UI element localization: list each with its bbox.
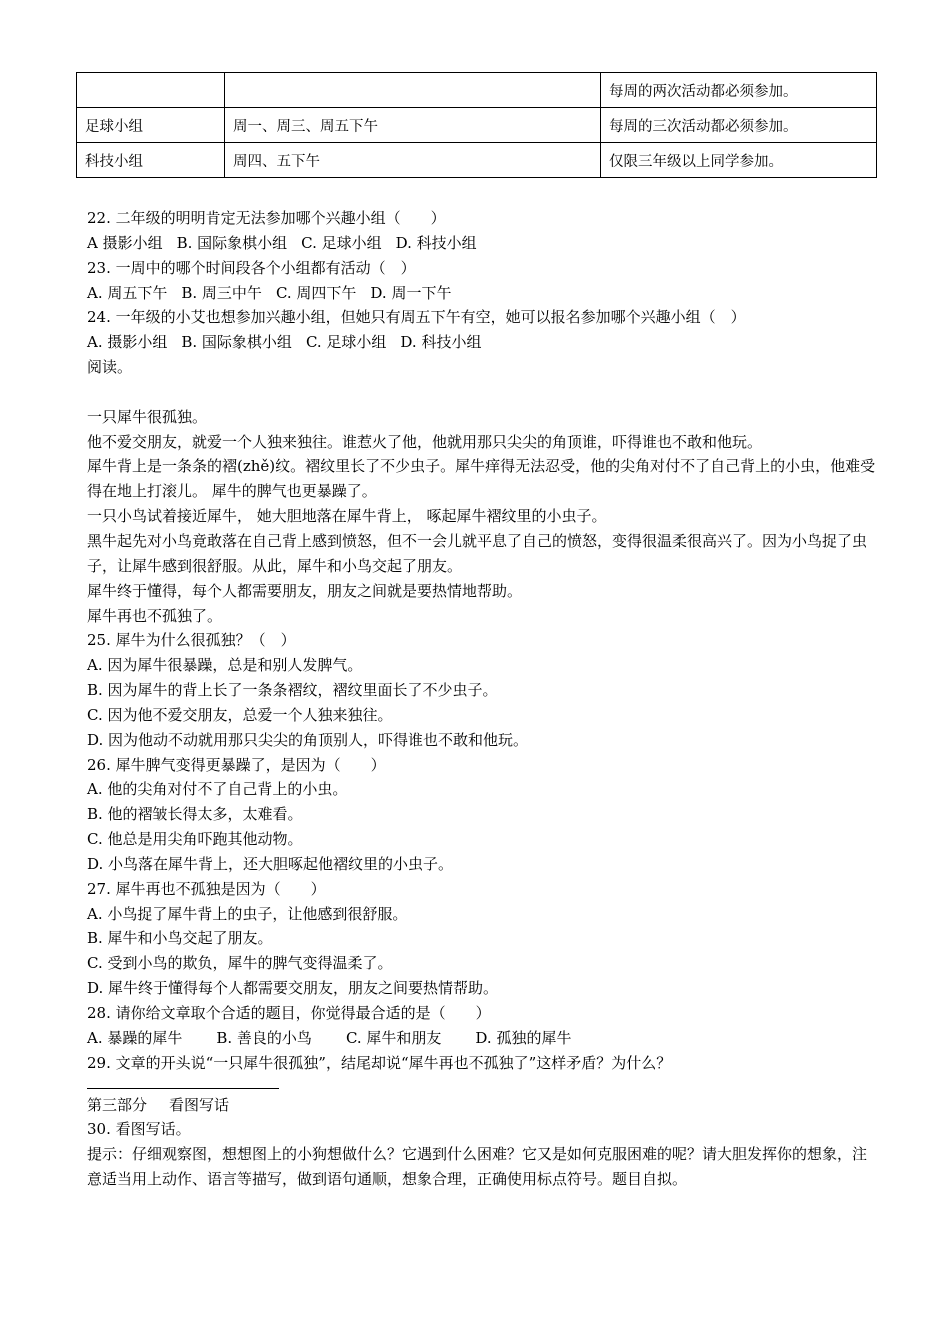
part-3-heading (87, 1093, 877, 1118)
option-c: C. 他总是用尖角吓跑其他动物。 (87, 830, 303, 849)
table-row (77, 108, 877, 143)
question-22-stem: 22. 二年级的明明肯定无法参加哪个兴趣小组（ ） (87, 209, 446, 227)
question-29-stem: 29. 文章的开头说“一只犀牛很孤独”，结尾却说“犀牛再也不孤独了”这样矛盾？为什么？ (87, 1053, 672, 1072)
option-a: A. 他的尖角对付不了自己背上的小虫。 (87, 780, 348, 799)
question-23-stem: 23. 一周中的哪个时间段各个小组都有活动（ ） (87, 258, 416, 277)
option-d: D. 科技小组 (395, 233, 477, 252)
option-d: D. 科技小组 (400, 333, 482, 352)
question-30-hint: 提示：仔细观察图，想想图上的小狗想做什么？它遇到什么困难？它又是如何克服困难的呢？请大胆发挥你的想象，注意适当用上动作、语言等描写，做到语句通顺，想象合理，正确使用标点符号。题目自拟。 (87, 1145, 868, 1189)
option-b: B. 国际象棋小组 (181, 333, 292, 352)
option-c: C. 足球小组 (301, 233, 382, 252)
passage-paragraph: 黑牛起先对小鸟竟敢落在自己背上感到愤怒，但不一会儿就平息了自己的愤怒，变得很温柔很高兴了。因为小鸟捉了虫子，让犀牛感到很舒服。从此，犀牛和小鸟交起了朋友。 (87, 531, 868, 575)
reading-label: 阅读。 (87, 358, 133, 377)
option-d: D. 孤独的犀牛 (475, 1028, 572, 1047)
table-cell: 仅限三年级以上同学参加。 (601, 143, 877, 178)
table-cell: 足球小组 (77, 108, 225, 143)
table-cell: 周四、五下午 (225, 143, 601, 178)
question-23-options (87, 281, 877, 306)
option-b: B. 他的褶皱长得太多，太难看。 (87, 805, 303, 824)
document-body (87, 206, 877, 1192)
question-28-options (87, 1026, 877, 1051)
option-a: A. 周五下午 (87, 283, 168, 302)
passage-paragraph: 犀牛再也不孤独了。 (87, 606, 223, 625)
passage-paragraph: 犀牛背上是一条条的褶(zhě)纹。褶纹里长了不少虫子。犀牛痒得无法忍受，他的尖角对付不了自己背上的小虫，他难受得在地上打滚儿。 犀牛的脾气也更暴躁了。 (87, 457, 876, 501)
option-a: A. 小鸟捉了犀牛背上的虫子，让他感到很舒服。 (87, 904, 408, 923)
option-d: D. 小鸟落在犀牛背上，还大胆啄起他褶纹里的小虫子。 (87, 854, 454, 873)
option-b: B. 因为犀牛的背上长了一条条褶纹，褶纹里面长了不少虫子。 (87, 681, 498, 700)
option-d: D. 因为他动不动就用那只尖尖的角顶别人，吓得谁也不敢和他玩。 (87, 730, 529, 749)
option-b: B. 善良的小鸟 (216, 1028, 312, 1047)
option-b: B. 国际象棋小组 (176, 233, 288, 252)
passage-paragraph: 一只犀牛很孤独。 (87, 407, 208, 426)
table-cell: 周一、周三、周五下午 (225, 108, 601, 143)
option-a: A 摄影小组 (87, 233, 163, 252)
question-22-options (87, 231, 877, 256)
passage-paragraph: 他不爱交朋友，就爱一个人独来独往。谁惹火了他，他就用那只尖尖的角顶谁，吓得谁也不敢和他玩。 (87, 432, 763, 451)
question-26-stem: 26. 犀牛脾气变得更暴躁了，是因为（ ） (87, 755, 386, 774)
question-28-stem: 28. 请你给文章取个合适的题目，你觉得最合适的是（ ） (87, 1004, 491, 1022)
table-cell: 每周的三次活动都必须参加。 (601, 108, 877, 143)
option-a: A. 因为犀牛很暴躁，总是和别人发脾气。 (87, 656, 363, 675)
option-c: C. 因为他不爱交朋友，总爱一个人独来独往。 (87, 705, 393, 724)
table-cell: 每周的两次活动都必须参加。 (601, 73, 877, 108)
part-label: 第三部分 (87, 1095, 148, 1114)
question-24-options (87, 330, 877, 355)
option-c: C. 犀牛和朋友 (345, 1028, 442, 1047)
question-30-stem: 30. 看图写话。 (87, 1120, 191, 1139)
answer-line (87, 1088, 279, 1089)
option-c: C. 足球小组 (305, 333, 387, 352)
question-27-stem: 27. 犀牛再也不孤独是因为（ ） (87, 879, 326, 898)
option-c: C. 周四下午 (275, 283, 357, 302)
option-d: D. 犀牛终于懂得每个人都需要交朋友，朋友之间要热情帮助。 (87, 979, 499, 998)
passage-paragraph: 一只小鸟试着接近犀牛， 她大胆地落在犀牛背上， 啄起犀牛褶纹里的小虫子。 (87, 507, 607, 526)
table-row (77, 73, 877, 108)
table-cell (77, 73, 225, 108)
option-c: C. 受到小鸟的欺负，犀牛的脾气变得温柔了。 (87, 954, 393, 973)
passage-paragraph: 犀牛终于懂得，每个人都需要朋友，朋友之间就是要热情地帮助。 (87, 581, 523, 600)
option-a: A. 摄影小组 (87, 333, 168, 352)
question-25-stem: 25. 犀牛为什么很孤独？（ ） (87, 631, 296, 650)
part-title: 看图写话 (169, 1095, 230, 1114)
activity-schedule-table (76, 72, 877, 178)
table-row (77, 143, 877, 178)
option-a: A. 暴躁的犀牛 (87, 1028, 183, 1047)
table-cell (225, 73, 601, 108)
option-b: B. 犀牛和小鸟交起了朋友。 (87, 929, 273, 948)
table-cell: 科技小组 (77, 143, 225, 178)
option-d: D. 周一下午 (370, 283, 452, 302)
question-24-stem: 24. 一年级的小艾也想参加兴趣小组，但她只有周五下午有空，她可以报名参加哪个兴趣小组（ ） (87, 308, 746, 327)
option-b: B. 周三中午 (181, 283, 262, 302)
